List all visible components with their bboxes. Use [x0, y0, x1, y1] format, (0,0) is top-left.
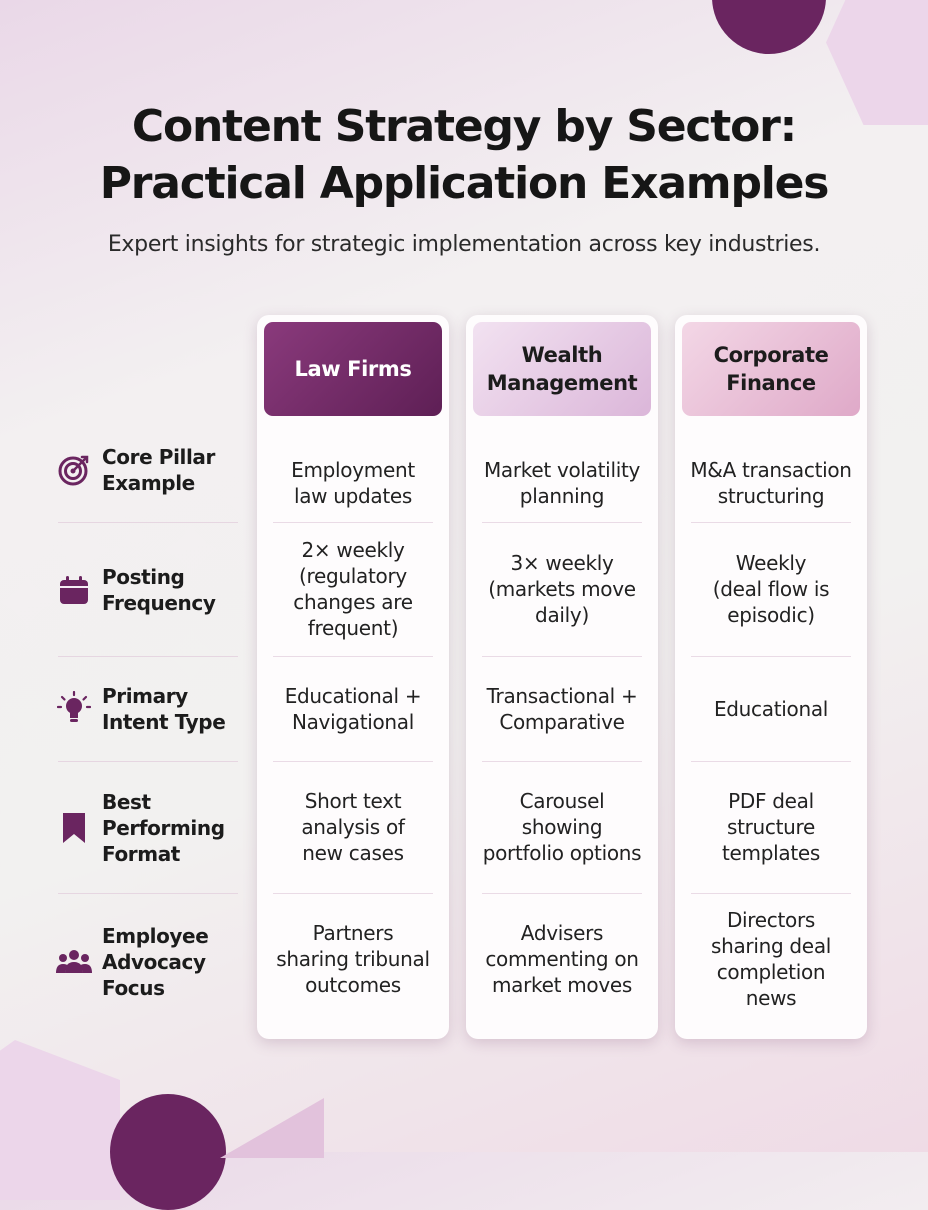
target-icon: [56, 452, 92, 488]
column-header: Corporate Finance: [682, 322, 860, 416]
cell-intent-type: Transactional + Comparative: [486, 683, 638, 734]
row-divider: [58, 893, 238, 894]
cell-employee-advocacy: Advisers commenting on market moves: [485, 921, 639, 997]
row-label-text: Best Performing Format: [102, 790, 225, 866]
page-title-line-2: Practical Application Examples: [99, 158, 829, 209]
row-divider: [58, 656, 238, 657]
column-header: Law Firms: [264, 322, 442, 416]
bookmark-icon: [56, 810, 92, 846]
row-label-posting-frequency: [56, 562, 246, 618]
row-label-core-pillar: [56, 442, 246, 498]
cell-core-pillar: Market volatility planning: [483, 458, 641, 508]
cell-core-pillar: M&A transaction structuring: [690, 458, 852, 508]
cell-posting-frequency: 2× weekly (regulatory changes are frequent): [293, 538, 413, 640]
calendar-icon: [56, 572, 92, 608]
page-subtitle: Expert insights for strategic implementation across key industries.: [107, 232, 821, 257]
decorative-triangle-bottom: [220, 1098, 324, 1158]
cell-intent-type: Educational + Navigational: [284, 683, 422, 734]
column-wealth-management: [466, 315, 658, 1039]
cell-employee-advocacy: Partners sharing tribunal outcomes: [276, 921, 430, 997]
people-icon: [56, 944, 92, 980]
row-label-text: Primary Intent Type: [102, 684, 226, 734]
row-label-best-format: [56, 788, 246, 868]
cell-best-format: PDF deal structure templates: [721, 789, 820, 865]
cell-intent-type: Educational: [713, 696, 829, 721]
cell-best-format: Carousel showing portfolio options: [482, 789, 642, 865]
row-label-intent-type: [56, 681, 246, 737]
page-title-line-1: Content Strategy by Sector:: [131, 101, 797, 152]
decorative-circle-bottom: [110, 1094, 226, 1210]
cell-posting-frequency: 3× weekly (markets move daily): [488, 551, 636, 627]
page-title: [0, 98, 928, 212]
column-corporate-finance: [675, 315, 867, 1039]
cell-employee-advocacy: Directors sharing deal completion news: [710, 908, 832, 1010]
cell-posting-frequency: Weekly (deal flow is episodic): [712, 551, 830, 627]
column-law-firms: [257, 315, 449, 1039]
cell-best-format: Short text analysis of new cases: [301, 789, 405, 865]
row-label-text: Core Pillar Example: [102, 445, 215, 495]
decorative-circle-top: [712, 0, 826, 54]
cell-core-pillar: Employment law updates: [291, 458, 415, 508]
row-divider: [58, 522, 238, 523]
row-label-employee-advocacy: [56, 922, 246, 1002]
row-label-text: Employee Advocacy Focus: [102, 924, 209, 1000]
decorative-hexagon-bottom: [0, 1040, 120, 1200]
column-header: Wealth Management: [473, 322, 651, 416]
row-divider: [58, 761, 238, 762]
row-label-text: Posting Frequency: [102, 565, 216, 615]
lightbulb-icon: [56, 691, 92, 727]
